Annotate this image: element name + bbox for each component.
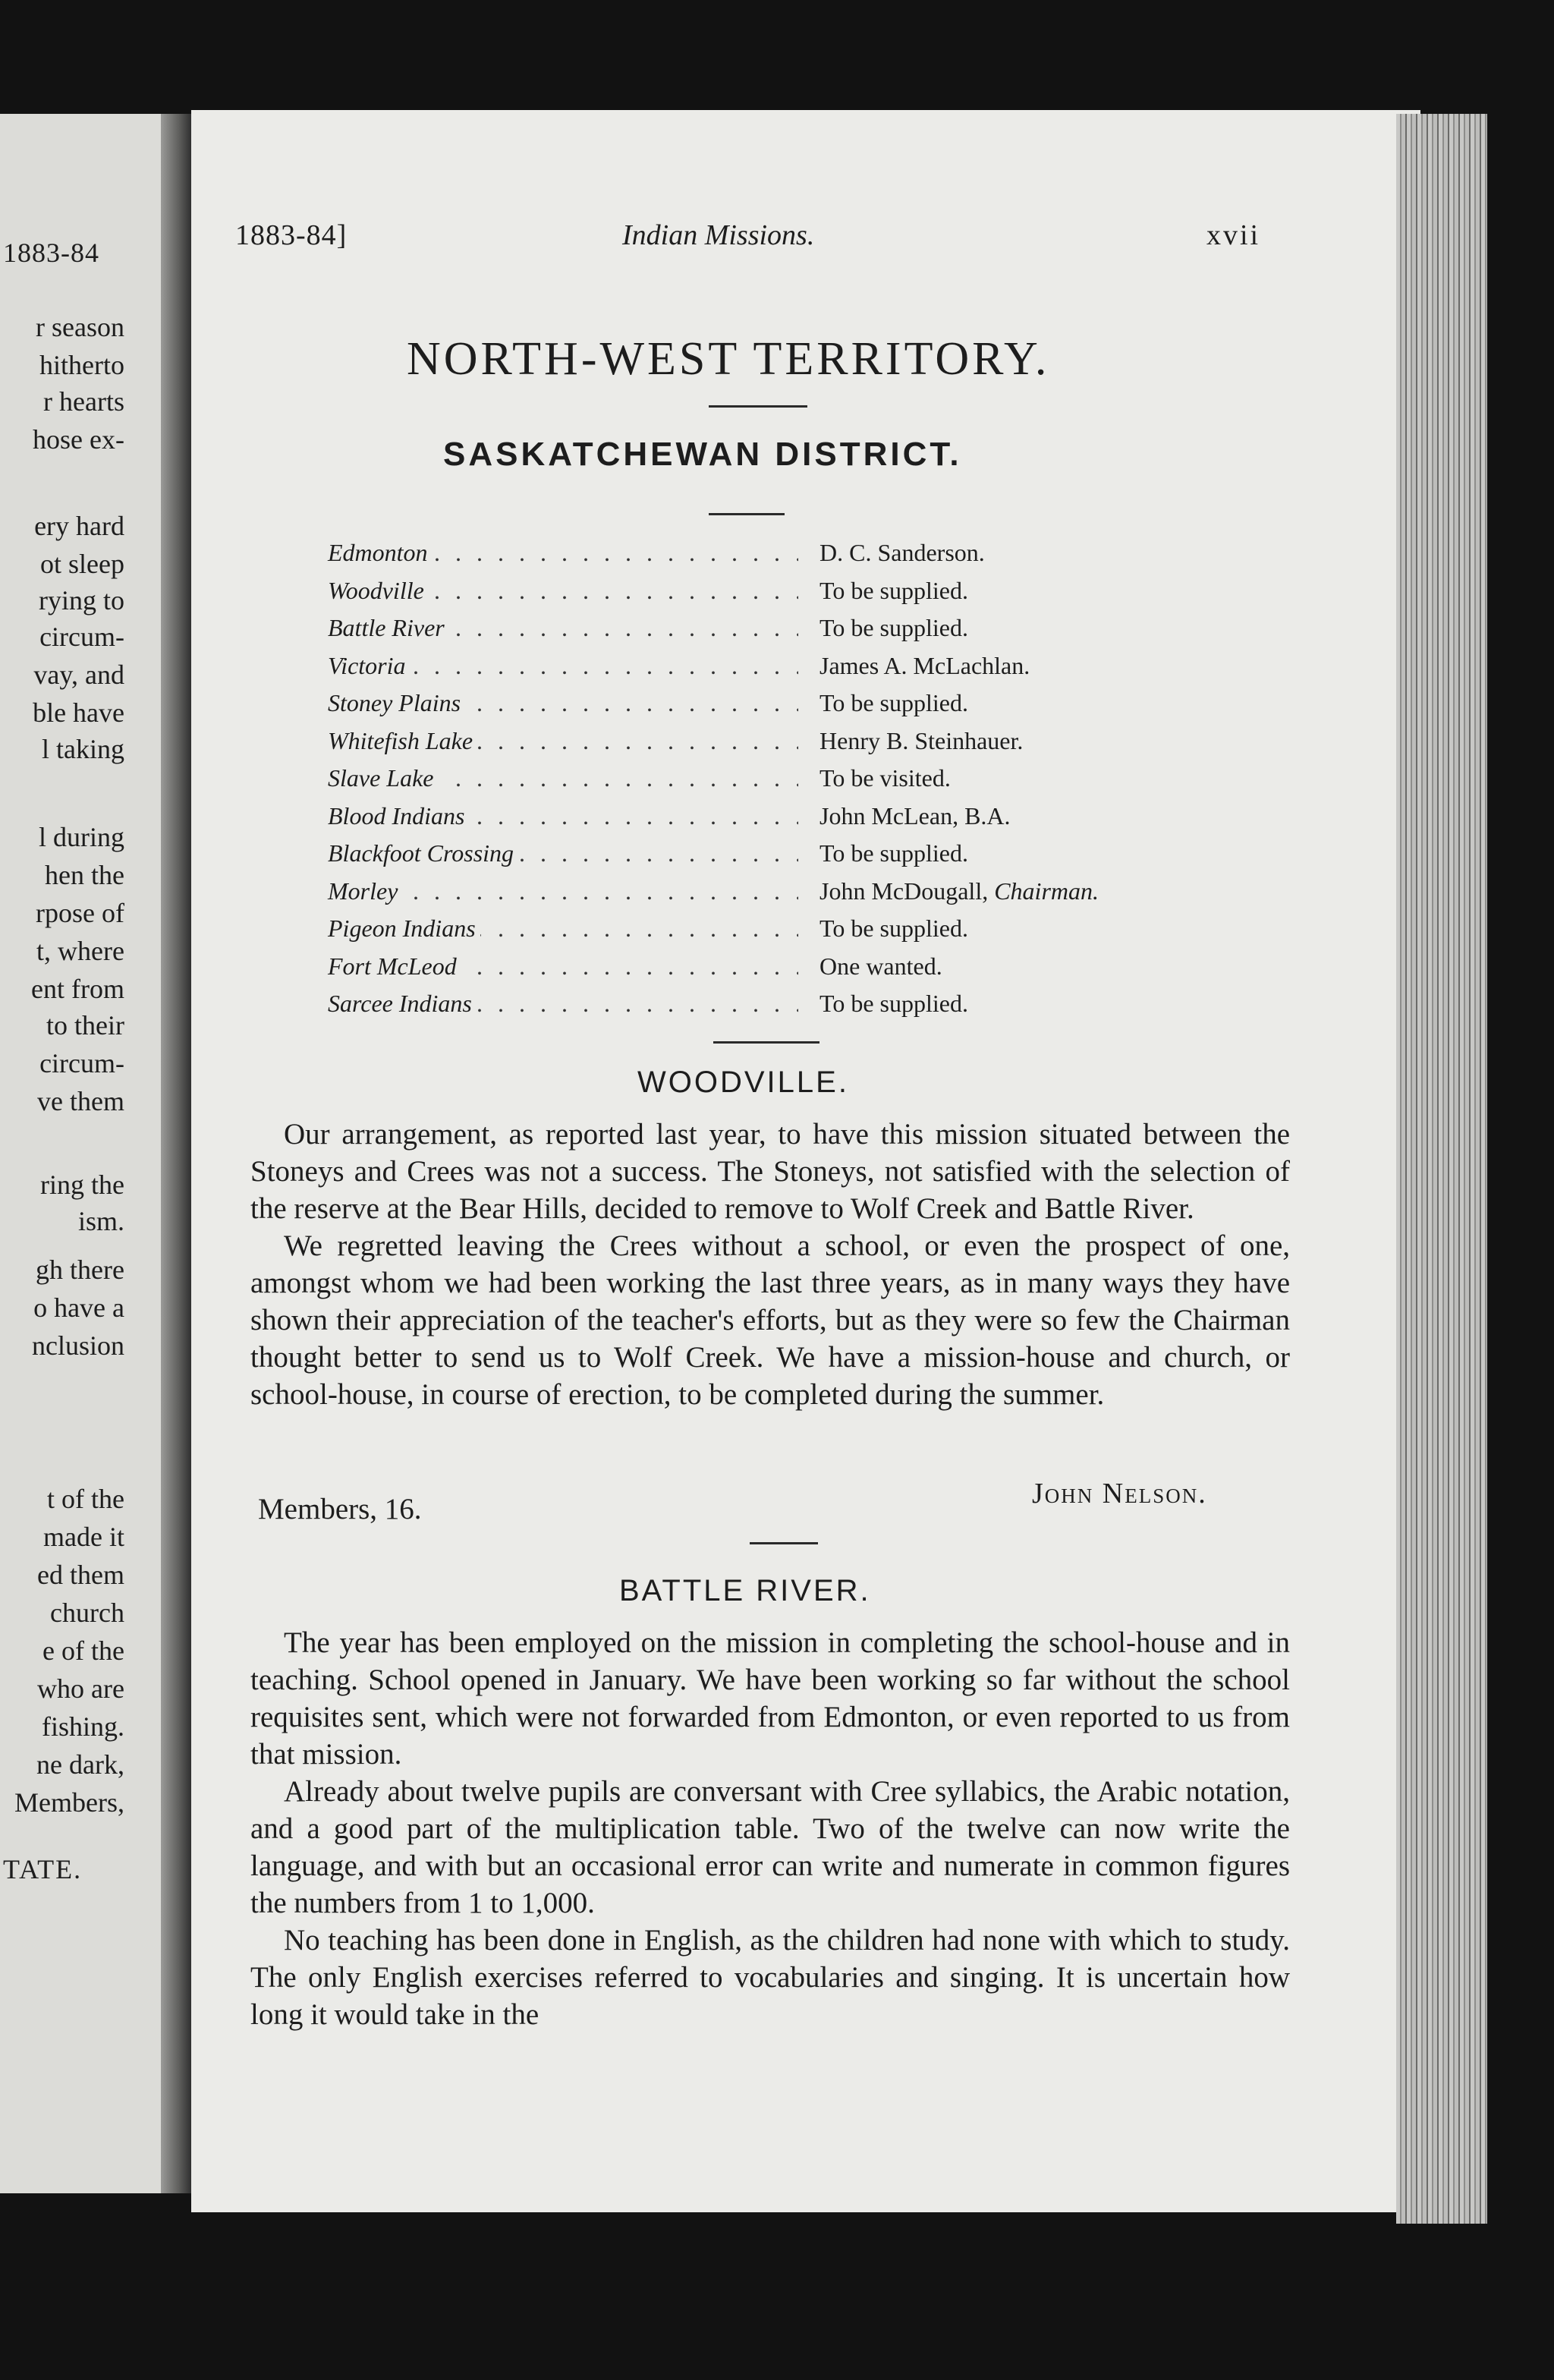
station-missionary — [815, 727, 1023, 755]
previous-page-line: hose ex- — [33, 424, 124, 455]
previous-page-line: hitherto — [39, 350, 124, 380]
station-row — [328, 839, 1200, 877]
station-missionary — [815, 577, 968, 605]
previous-page-line: rying to — [39, 585, 124, 615]
previous-page-line: gh there — [36, 1255, 124, 1285]
missionary-name: To be supplied. — [819, 576, 968, 604]
previous-page-line: church — [50, 1598, 124, 1628]
header-year: 1883-84] — [235, 219, 348, 251]
previous-page-line: r hearts — [43, 386, 124, 417]
station-missionary — [815, 839, 968, 867]
station-name: Sarcee Indians — [328, 990, 477, 1018]
paragraph: Our arrangement, as reported last year, to have this mission situated between the Stoneys and Crees was not a success. The Stoneys, not satisfied with the selection of the reserve at the Bear Hills, decided to remove to Wolf Creek and Battle River. — [250, 1118, 1290, 1225]
previous-page-line: to their — [46, 1010, 124, 1040]
previous-page-line: made it — [43, 1522, 124, 1552]
station-name: Victoria — [328, 652, 411, 680]
rule — [709, 405, 807, 408]
missionary-name: D. C. Sanderson. — [819, 539, 985, 566]
previous-page-line: o have a — [33, 1292, 124, 1323]
previous-page-line: ot sleep — [40, 549, 124, 579]
station-missionary — [815, 689, 968, 717]
paragraph: The year has been employed on the mission in completing the school-house and in teaching. School opened in January. We have been working so far without the school requisites sent, which were not forwarded from Edmonton, or even reported to us from that mission. — [250, 1626, 1290, 1771]
station-missionary — [815, 802, 1011, 830]
previous-page-line: ent from — [31, 974, 124, 1004]
previous-page-line: l during — [39, 822, 124, 852]
previous-page-line: ery hard — [34, 511, 124, 541]
station-missionary — [815, 652, 1030, 680]
previous-page-line: nclusion — [32, 1330, 124, 1361]
previous-page-header: 1883-84 — [3, 238, 99, 268]
woodville-title: WOODVILLE. — [637, 1066, 849, 1099]
station-name: Slave Lake — [328, 764, 439, 792]
missionary-name: To be supplied. — [819, 689, 968, 716]
previous-page-line: r season — [36, 312, 124, 342]
station-name: Pigeon Indians — [328, 915, 480, 943]
missionary-role: Chairman. — [994, 877, 1099, 905]
station-row — [328, 877, 1200, 915]
previous-page-line: ed them — [37, 1560, 124, 1590]
header-title: Indian Missions. — [622, 219, 815, 251]
previous-page-line: Members, — [14, 1787, 124, 1818]
previous-page-line: hen the — [45, 860, 124, 890]
book-gutter — [161, 114, 191, 2193]
previous-page-line: l taking — [42, 734, 124, 764]
station-row — [328, 952, 1200, 990]
station-row — [328, 577, 1200, 615]
missionary-name: To be supplied. — [819, 915, 968, 942]
previous-page-line: ble have — [33, 697, 124, 728]
missionary-name: To be visited. — [819, 764, 951, 792]
missionary-name: One wanted. — [819, 952, 942, 980]
signature: John Nelson. — [1032, 1478, 1207, 1510]
territory-heading: NORTH-WEST TERRITORY. — [407, 333, 1050, 385]
station-row — [328, 689, 1200, 727]
paragraph: Already about twelve pupils are conversant with Cree syllabics, the Arabic notation, and a good part of the multiplication table. Two of the twelve can now write the language, and with but an occasional error can write and numerate in common figures the numbers from 1 to 1,000. — [250, 1775, 1290, 1919]
previous-page-line: t of the — [47, 1484, 124, 1514]
previous-page-line: vay, and — [33, 660, 124, 690]
station-row — [328, 990, 1200, 1028]
station-name: Fort McLeod — [328, 952, 461, 981]
station-row — [328, 652, 1200, 690]
station-row — [328, 915, 1200, 952]
station-row — [328, 727, 1200, 765]
station-name: Morley — [328, 877, 402, 905]
missionary-name: James A. McLachlan. — [819, 651, 1030, 679]
members-count: Members, 16. — [258, 1493, 422, 1525]
station-missionary — [815, 877, 1099, 905]
previous-page-line: ism. — [77, 1206, 124, 1236]
woodville-body — [250, 1116, 1290, 1413]
station-missionary — [815, 539, 985, 567]
missionary-name: To be supplied. — [819, 614, 968, 641]
missionary-name: To be supplied. — [819, 839, 968, 867]
district-heading: SASKATCHEWAN DISTRICT. — [443, 436, 962, 473]
station-name: Woodville — [328, 577, 429, 605]
battle-river-title: BATTLE RIVER. — [619, 1574, 871, 1607]
previous-page-line: fishing. — [41, 1711, 124, 1742]
station-name: Battle River — [328, 614, 449, 642]
station-name: Blood Indians — [328, 802, 469, 830]
previous-page-line: TATE. — [3, 1854, 83, 1884]
previous-page-line: circum- — [39, 622, 124, 652]
station-name: Whitefish Lake — [328, 727, 477, 755]
station-row — [328, 539, 1200, 577]
previous-page-line: ve them — [37, 1086, 124, 1116]
station-row — [328, 764, 1200, 802]
previous-page-line: who are — [37, 1673, 124, 1704]
rule — [713, 1041, 819, 1044]
previous-page-line: t, where — [36, 936, 124, 966]
missionary-name: John McLean, B.A. — [819, 801, 1011, 830]
station-name: Blackfoot Crossing — [328, 839, 518, 867]
station-missionary — [815, 614, 968, 642]
previous-page-line: circum- — [39, 1048, 124, 1078]
missionary-name: John McDougall, — [819, 877, 989, 905]
rule — [750, 1542, 818, 1544]
previous-page-line: ne dark, — [36, 1749, 124, 1780]
battle-river-body — [250, 1624, 1290, 2033]
station-row — [328, 802, 1200, 840]
previous-page — [0, 114, 161, 2193]
station-name: Edmonton — [328, 539, 433, 567]
paragraph: No teaching has been done in English, as the children had none with which to study. The only English exercises referred to vocabularies and singing. It is uncertain how long it would take in the — [250, 1924, 1290, 2031]
page-number: xvii — [1206, 219, 1261, 251]
station-missionary — [815, 915, 968, 943]
previous-page-line: e of the — [42, 1635, 124, 1666]
station-missionary — [815, 990, 968, 1018]
previous-page-line: rpose of — [36, 898, 124, 928]
station-row — [328, 614, 1200, 652]
station-missionary — [815, 952, 942, 981]
missionary-name: Henry B. Steinhauer. — [819, 726, 1024, 754]
station-name: Stoney Plains — [328, 689, 465, 717]
paragraph: We regretted leaving the Crees without a school, or even the prospect of one, amongst whom we had been working the last three years, as in many ways they have shown their appreciation of the teacher's efforts, but as they were so few the Chairman thought better to send us to Wolf Creek. We have a mission-house and church, or school-house, in course of erection, to be completed during the summer. — [250, 1229, 1290, 1411]
station-missionary — [815, 764, 951, 792]
page-edges — [1396, 114, 1487, 2224]
rule — [709, 513, 785, 515]
missionary-name: To be supplied. — [819, 990, 968, 1017]
previous-page-line: ring the — [40, 1170, 124, 1200]
